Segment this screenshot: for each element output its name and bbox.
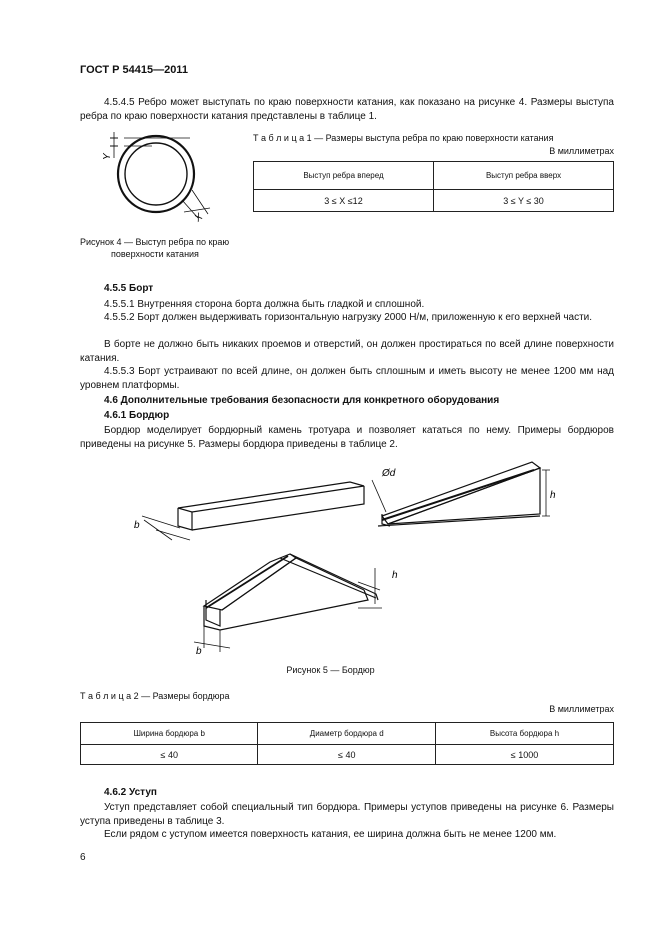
table-2-cell-height: ≤ 1000 <box>435 745 613 765</box>
table-1-title: Т а б л и ц а 1 — Размеры выступа ребра по краю поверхности катания <box>253 133 554 143</box>
heading-4-6-2: 4.6.2 Уступ <box>104 787 157 798</box>
table-2-header-width: Ширина бордюра b <box>81 723 258 745</box>
table-1-header-forward: Выступ ребра вперед <box>254 162 434 190</box>
paragraph-4-6-2-1: Уступ представляет собой специальный тип бордюра. Примеры уступов приведены на рисунке 6. Размеры уступа приведены в таблице 3. <box>80 802 614 827</box>
figure-5-label-b-top: b <box>134 520 140 531</box>
paragraph-4-6-1: Бордюр моделирует бордюрный камень тротуара и позволяет кататься по нему. Примеры бордюров приведены на рисунке 5. Размеры бордюра приведены в таблице 2. <box>80 425 614 450</box>
page-number: 6 <box>80 852 86 863</box>
heading-4-6: 4.6 Дополнительные требования безопасности для конкретного оборудования <box>104 395 500 406</box>
paragraph-4-5-5-2b: В борте не должно быть никаких проемов и отверстий, он должен простираться по всей длине поверхности катания. <box>80 339 614 364</box>
paragraph-4-5-5-3: 4.5.5.3 Борт устраивают по всей длине, он должен быть сплошным и иметь высоту не менее 1200 мм над уровнем платформы. <box>80 366 614 391</box>
table-1-header-up: Выступ ребра вверх <box>434 162 614 190</box>
figure-4-label-x: X <box>192 211 206 225</box>
figure-5-drawing <box>120 458 560 658</box>
figure-4-caption-line1: Рисунок 4 — Выступ ребра по краю <box>80 237 230 247</box>
figure-5-label-h-bottom: h <box>392 570 398 581</box>
figure-4-drawing <box>80 126 250 226</box>
heading-4-6-1: 4.6.1 Бордюр <box>104 410 170 421</box>
table-2-title: Т а б л и ц а 2 — Размеры бордюра <box>80 691 230 701</box>
table-2 <box>80 722 614 765</box>
figure-4-caption-line2: поверхности катания <box>111 249 199 259</box>
figure-5-label-h-right: h <box>550 490 556 501</box>
table-1 <box>253 161 614 212</box>
table-2-cell-width: ≤ 40 <box>81 745 258 765</box>
figure-5-caption: Рисунок 5 — Бордюр <box>286 665 375 675</box>
table-2-cell-diameter: ≤ 40 <box>258 745 435 765</box>
figure-5-label-b-bottom: b <box>196 646 202 657</box>
table-1-units: В миллиметрах <box>549 146 614 156</box>
table-2-header-diameter: Диаметр бордюра d <box>258 723 435 745</box>
table-1-cell-up: 3 ≤ Y ≤ 30 <box>434 190 614 212</box>
figure-4-label-y: Y <box>102 153 113 160</box>
paragraph-4-5-4-5: 4.5.4.5 Ребро может выступать по краю поверхности катания, как показано на рисунке 4. Размеры выступа ребра по краю поверхности катания представлены в таблице 1. <box>80 97 614 122</box>
table-2-units: В миллиметрах <box>549 704 614 714</box>
paragraph-4-6-2-2: Если рядом с уступом имеется поверхность катания, ее ширина должна быть не менее 1200 мм. <box>104 829 557 840</box>
paragraph-4-5-5-2: 4.5.5.2 Борт должен выдерживать горизонтальную нагрузку 2000 Н/м, приложенную к его верхней части. <box>104 312 593 323</box>
table-1-cell-forward: 3 ≤ X ≤12 <box>254 190 434 212</box>
table-2-header-height: Высота бордюра h <box>435 723 613 745</box>
heading-4-5-5: 4.5.5 Борт <box>104 283 154 294</box>
paragraph-4-5-5-1: 4.5.5.1 Внутренняя сторона борта должна быть гладкой и сплошной. <box>104 299 425 310</box>
document-header: ГОСТ Р 54415—2011 <box>80 64 188 76</box>
figure-5-label-d: Ød <box>382 468 396 479</box>
